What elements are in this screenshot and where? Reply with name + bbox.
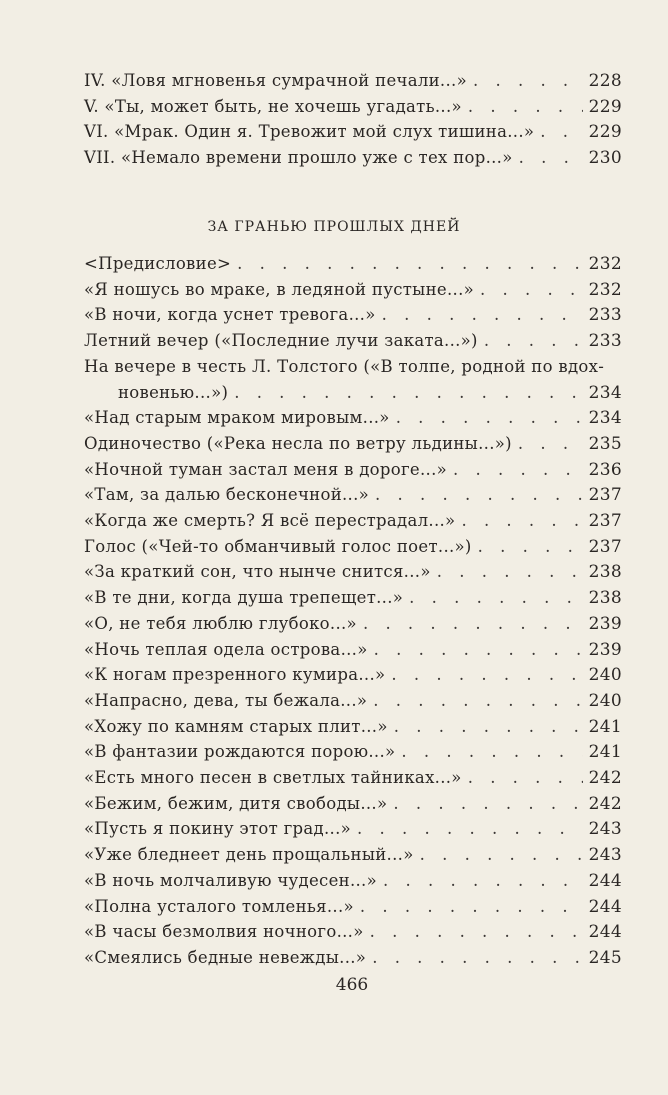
toc-entry: [84, 331, 622, 351]
dot-leader: [478, 537, 583, 556]
toc-entry: [84, 97, 622, 117]
dot-leader: [394, 717, 583, 736]
toc-entry-page: 229: [588, 122, 622, 143]
toc-entry: [84, 71, 622, 91]
toc-entry-title: «Я ношусь во мраке, в ледяной пустыне...»: [84, 279, 475, 299]
dot-leader: [357, 819, 583, 838]
toc-entry-page: 234: [588, 382, 622, 403]
toc-entry: [84, 640, 622, 660]
toc-entry: [84, 537, 622, 557]
toc-entry: [84, 845, 622, 865]
toc-entry-title: «За краткий сон, что нынче снится...»: [84, 562, 431, 582]
toc-entry-title: «Уже бледнеет день прощальный...»: [84, 845, 414, 865]
toc-entry: [84, 254, 622, 274]
dot-leader: [382, 305, 583, 324]
toc-entry-title: VII. «Немало времени прошло уже с тех пор...»: [84, 148, 513, 168]
toc-entry-title: «В фантазии рождаются порою...»: [84, 742, 396, 762]
toc-entry-page: 238: [588, 588, 622, 609]
toc-entry-page: 243: [588, 819, 622, 840]
toc-entry: [84, 665, 622, 685]
dot-leader: [237, 254, 583, 273]
toc-entry: [84, 948, 622, 968]
dot-leader: [468, 97, 583, 116]
toc-entry-page: 244: [588, 922, 622, 943]
dot-leader: [473, 71, 583, 90]
dot-leader: [372, 948, 582, 967]
toc-entry-title: «В ночи, когда уснет тревога...»: [84, 305, 376, 325]
toc-entry: [84, 588, 622, 608]
toc-entry: [84, 691, 622, 711]
toc-entry: [84, 434, 622, 454]
toc-entry-title: V. «Ты, может быть, не хочешь угадать...»: [84, 96, 462, 116]
toc-entry-title: IV. «Ловя мгновенья сумрачной печали...»: [84, 71, 467, 90]
toc-entry-page: 232: [588, 279, 622, 300]
toc-entry-title: «Пусть я покину этот град...»: [84, 819, 352, 839]
toc-entry-title: «Когда же смерть? Я всё перестрадал...»: [84, 511, 456, 530]
toc-entry-page: 237: [588, 485, 622, 506]
toc-entry-page: 236: [588, 459, 622, 480]
toc-entry: [84, 511, 622, 531]
toc-entry: [84, 408, 622, 428]
toc-entry-page: 234: [588, 408, 622, 429]
toc-entry: [84, 485, 622, 505]
toc-entry: [84, 280, 622, 300]
dot-leader: [234, 383, 582, 402]
toc-entry: [84, 460, 622, 480]
dot-leader: [453, 460, 583, 479]
toc-entry: [84, 871, 622, 891]
dot-leader: [409, 588, 582, 607]
dot-leader: [519, 148, 583, 167]
dot-leader: [373, 691, 582, 710]
toc-entry: [84, 562, 622, 582]
toc-entry-page: 244: [588, 870, 622, 891]
toc-entry-title: «Смеялись бедные невежды...»: [84, 947, 367, 967]
toc-entry: [84, 794, 622, 814]
dot-leader: [420, 845, 583, 864]
toc-entry: [84, 742, 622, 762]
dot-leader: [540, 122, 582, 141]
dot-leader: [468, 768, 583, 787]
toc-entry-title: «Полна усталого томленья...»: [84, 896, 354, 916]
toc-entry-page: 239: [588, 613, 622, 634]
toc-entry-title: «О, не тебя люблю глубоко...»: [84, 613, 357, 633]
dot-leader: [360, 897, 583, 916]
toc-entry-title: <Предисловие>: [84, 254, 232, 273]
toc-entry-page: 233: [588, 331, 622, 352]
toc-entry-title: Летний вечер («Последние лучи заката...»): [84, 331, 478, 351]
section-heading: ЗА ГРАНЬЮ ПРОШЛЫХ ДНЕЙ: [207, 219, 461, 235]
toc-entry-page: 230: [588, 148, 622, 169]
dot-leader: [374, 640, 583, 659]
toc-entry-title: «Ночной туман застал меня в дороге...»: [84, 459, 448, 479]
toc-entry: [84, 122, 622, 142]
toc-entry-title: «Хожу по камням старых плит...»: [84, 716, 388, 736]
dot-leader: [480, 280, 583, 299]
toc-entry: [84, 148, 622, 168]
toc-entry-title: «Там, за далью бесконечной...»: [84, 485, 370, 505]
toc-entry-title: «Над старым мраком мировым...»: [84, 408, 390, 428]
toc-entry-title: «Ночь теплая одела острова...»: [84, 639, 368, 659]
toc-entry-page: 245: [588, 947, 622, 968]
toc-entry-title: Одиночество («Река несла по ветру льдины...»): [84, 433, 512, 453]
toc-entry-title: VI. «Мрак. Один я. Тревожит мой слух тишина...»: [84, 122, 535, 142]
toc-entry-page: 238: [588, 562, 622, 583]
dot-leader: [393, 794, 582, 813]
toc-entry: [84, 922, 622, 942]
toc-entry-page: 244: [588, 896, 622, 917]
toc-entry-page: 239: [588, 639, 622, 660]
toc-entry-title: «В часы безмолвия ночного...»: [84, 922, 364, 942]
toc-entry: [84, 819, 622, 839]
toc-entry-page: 233: [588, 305, 622, 326]
dot-leader: [370, 922, 583, 941]
toc-entry: [84, 717, 622, 737]
toc-entry: [84, 383, 622, 403]
toc-entry-title: «Бежим, бежим, дитя свободы...»: [84, 793, 388, 813]
dot-leader: [391, 665, 582, 684]
toc-entry: [84, 897, 622, 917]
toc-entry-page: 237: [588, 511, 622, 531]
toc-entry-title: На вечере в честь Л. Толстого («В толпе, родной по вдох-: [84, 356, 605, 376]
dot-leader: [437, 562, 583, 581]
toc-entry: [84, 614, 622, 634]
dot-leader: [518, 434, 583, 453]
toc-entry-title: «В ночь молчаливую чудесен...»: [84, 870, 377, 890]
toc-entry-page: 228: [588, 71, 622, 91]
toc-entry-page: 242: [588, 793, 622, 814]
toc-entry-page: 240: [588, 665, 622, 686]
toc-entry-page: 241: [588, 716, 622, 737]
toc-entry: [84, 305, 622, 325]
toc-entry-page: 243: [588, 845, 622, 866]
toc-entry-title: Голос («Чей-то обманчивый голос поет...»): [84, 536, 472, 556]
dot-leader: [401, 742, 582, 761]
toc-entry-title: «Есть много песен в светлых тайниках...»: [84, 768, 462, 787]
toc-entry-page: 242: [588, 768, 622, 788]
toc-entry-page: 240: [588, 690, 622, 711]
toc-entry-page: 237: [588, 536, 622, 557]
toc-entry-page: 232: [588, 254, 622, 274]
toc-entry: [84, 768, 622, 788]
toc-entry-title: «В те дни, когда душа трепещет...»: [84, 588, 404, 608]
toc-entry-title: «К ногам презренного кумира...»: [84, 665, 386, 685]
dot-leader: [396, 408, 583, 427]
dot-leader: [461, 511, 582, 530]
toc-entry-title: новенью...»): [118, 382, 229, 402]
dot-leader: [375, 485, 583, 504]
toc-entry-page: 229: [588, 96, 622, 117]
toc-entry-page: 235: [588, 433, 622, 454]
toc-entry-title: «Напрасно, дева, ты бежала...»: [84, 690, 368, 710]
page-number: 466: [335, 975, 369, 995]
toc-entry-page: 241: [588, 742, 622, 763]
dot-leader: [383, 871, 583, 890]
dot-leader: [484, 331, 583, 350]
dot-leader: [363, 614, 583, 633]
